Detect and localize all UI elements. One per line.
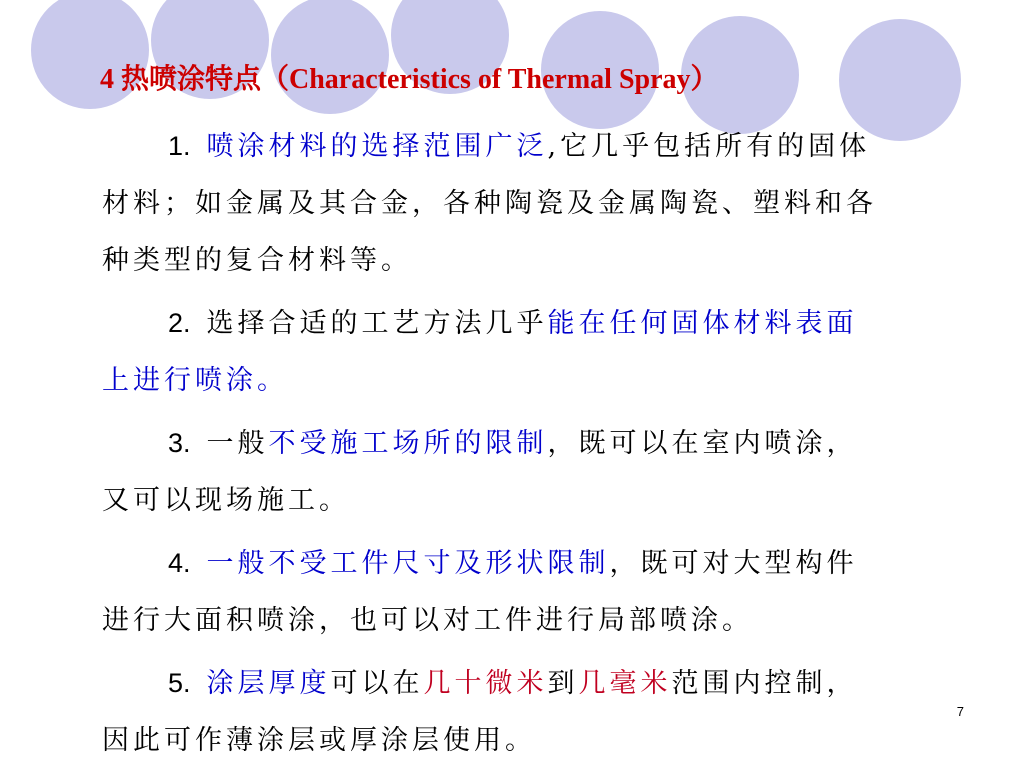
text-run: 选择合适的工艺方法几乎 (206, 308, 548, 339)
highlighted-text: 涂层厚度 (206, 668, 331, 699)
highlighted-text: 几毫米 (578, 668, 672, 699)
paragraph-5 (102, 655, 962, 768)
text-run: 因此可作薄涂层或厚涂层使用。 (102, 725, 536, 756)
highlighted-text: 能在任何固体材料表面 (547, 308, 858, 339)
text-run: 一般 (206, 428, 269, 459)
paragraph-line (102, 415, 962, 472)
text-run: 进行大面积喷涂，也可以对工件进行局部喷涂。 (102, 605, 753, 636)
text-run: ，既可以在室内喷涂， (547, 428, 858, 459)
paragraph-3 (102, 415, 962, 529)
text-run: 材料；如金属及其合金，各种陶瓷及金属陶瓷、塑料和各 (102, 188, 877, 219)
paragraph-4 (102, 535, 962, 649)
slide-body (102, 118, 962, 768)
paragraph-line (102, 472, 962, 529)
text-run: 种类型的复合材料等。 (102, 245, 412, 276)
paragraph-line (102, 175, 962, 232)
highlighted-text: 一般不受工件尺寸及形状限制 (206, 548, 610, 579)
paragraph-line (102, 712, 962, 768)
text-run: 到 (547, 668, 579, 699)
paragraph-2 (102, 295, 962, 409)
paragraph-number: 3. (168, 428, 191, 458)
text-run: 又可以现场施工。 (102, 485, 350, 516)
paragraph-number: 5. (168, 668, 191, 698)
paragraph-line (102, 592, 962, 649)
paragraph-number: 4. (168, 548, 191, 578)
paragraph-1 (102, 118, 962, 289)
page-number: 7 (956, 704, 964, 719)
paragraph-line (102, 655, 962, 712)
paragraph-line (102, 535, 962, 592)
paragraph-line (102, 295, 962, 352)
highlighted-text: 几十微米 (423, 668, 548, 699)
highlighted-text: 不受施工场所的限制 (268, 428, 548, 459)
text-run: 范围内控制， (671, 668, 858, 699)
text-run: ,它几乎包括所有的固体 (547, 131, 871, 162)
text-run: 可以在 (330, 668, 424, 699)
highlighted-text: 上进行喷涂。 (102, 365, 288, 396)
paragraph-line (102, 118, 962, 175)
paragraph-number: 2. (168, 308, 191, 338)
slide-title: 4 热喷涂特点（Characteristics of Thermal Spray） (100, 64, 719, 95)
highlighted-text: 喷涂材料的选择范围广泛 (206, 131, 548, 162)
text-run: ，既可对大型构件 (609, 548, 858, 579)
paragraph-line (102, 232, 962, 289)
paragraph-number: 1. (168, 131, 191, 161)
paragraph-line (102, 352, 962, 409)
